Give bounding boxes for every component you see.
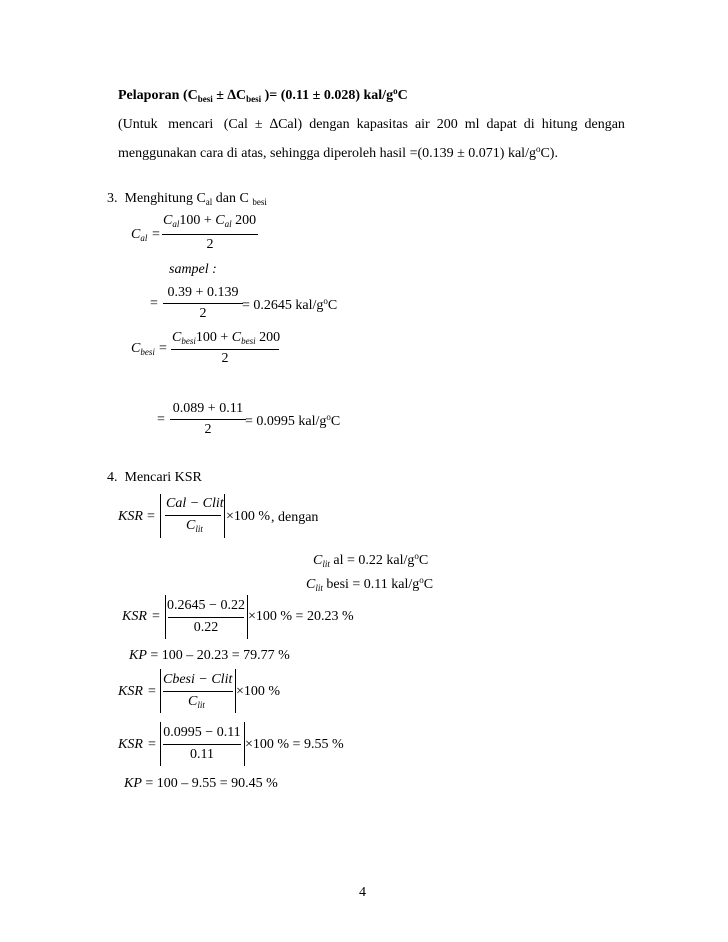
- ksr-label: KSR: [118, 737, 143, 752]
- sub-besi: besi: [181, 336, 196, 346]
- section-number: 3.: [107, 191, 118, 206]
- fraction-bar: [163, 303, 243, 304]
- ksr-multiplier: ×100 %: [236, 684, 281, 699]
- section-title-mid: dan C: [212, 191, 253, 206]
- ksr-label: KSR: [118, 684, 143, 699]
- dengan-text: , dengan: [271, 510, 319, 525]
- degree: o: [326, 412, 331, 422]
- equals-sign: =: [159, 341, 167, 356]
- report-degree: o: [393, 86, 398, 96]
- fraction-bar: [171, 349, 279, 350]
- fraction-bar: [163, 691, 233, 692]
- numerator-mid: 100 +: [179, 213, 216, 228]
- clit-al-value: al = 0.22 kal/g: [329, 553, 415, 568]
- abs-bar-left: [160, 722, 161, 766]
- formula-4-denominator: 2: [204, 422, 212, 437]
- result-text: = 0.2645 kal/g: [242, 298, 324, 313]
- equals-sign: =: [147, 509, 155, 524]
- sub-besi: besi: [252, 197, 267, 207]
- sub-al: al: [172, 219, 180, 229]
- report-label: Pelaporan (C: [118, 88, 198, 103]
- formula-cbesi-denominator: 2: [221, 351, 229, 366]
- ksr-2-denominator: 0.22: [193, 620, 219, 635]
- clit-besi-line: [306, 575, 433, 593]
- degree: o: [419, 575, 424, 585]
- equals-sign: =: [148, 737, 156, 752]
- symbol-c: C: [306, 577, 316, 592]
- formula-cal-denominator: 2: [206, 237, 214, 252]
- fraction-bar: [162, 234, 258, 235]
- numerator-mid: 100 +: [195, 330, 232, 345]
- report-plusminus-2: ±: [312, 88, 321, 103]
- equals-sign: =: [150, 296, 158, 311]
- symbol-c: C: [231, 330, 242, 345]
- sub-al: al: [140, 233, 148, 243]
- symbol-c: C: [313, 553, 323, 568]
- symbol-c: C: [188, 694, 198, 709]
- degree: o: [414, 551, 419, 561]
- report-value: )= (0.11: [261, 88, 313, 103]
- ksr-multiplier: ×100 %: [226, 509, 271, 524]
- report-delta: ∆C: [227, 88, 247, 103]
- ksr-4-result: ×100 % = 9.55 %: [245, 737, 344, 752]
- formula-2-numerator: 0.39 + 0.139: [167, 285, 239, 300]
- kp-label: KP: [129, 648, 147, 663]
- numerator-end: 200: [231, 213, 257, 228]
- paragraph-line-2: [118, 144, 558, 162]
- clit-besi-value: besi = 0.11 kal/g: [322, 577, 420, 592]
- symbol-c: C: [131, 227, 141, 242]
- unit: C: [327, 298, 338, 313]
- sub-lit: lit: [195, 524, 203, 534]
- fraction-bar: [168, 617, 244, 618]
- equals-sign: =: [152, 227, 160, 242]
- symbol-c: C: [131, 341, 141, 356]
- kp-2-line: [124, 776, 278, 792]
- formula-cal-lhs: [131, 227, 147, 243]
- symbol-c: C: [172, 330, 182, 345]
- ksr-4-denominator: 0.11: [190, 747, 214, 762]
- formula-4-numerator: 0.089 + 0.11: [172, 401, 244, 416]
- unit: C: [423, 577, 434, 592]
- section-title: Mencari KSR: [124, 470, 202, 485]
- report-uncertainty: 0.028) kal/g: [320, 88, 394, 103]
- kp-label: KP: [124, 776, 142, 791]
- equals-sign: =: [148, 684, 156, 699]
- formula-2-denominator: 2: [199, 306, 207, 321]
- fraction-bar: [170, 419, 246, 420]
- report-line: [118, 86, 408, 104]
- abs-bar-left: [165, 595, 166, 639]
- ksr-2-numerator: 0.2645 − 0.22: [167, 598, 245, 613]
- symbol-c: C: [163, 213, 173, 228]
- fraction-bar: [165, 515, 221, 516]
- ksr-3-numerator: Cbesi − Clit: [163, 672, 233, 687]
- unit: C: [418, 553, 429, 568]
- report-sub-besi: besi: [197, 94, 213, 104]
- ksr-denominator: [186, 518, 203, 534]
- formula-cbesi-lhs: [131, 341, 155, 357]
- ksr-2-result: ×100 % = 20.23 %: [248, 609, 354, 624]
- section-title: Menghitung C: [124, 191, 206, 206]
- sub-lit: lit: [197, 700, 205, 710]
- sub-lit: lit: [315, 583, 323, 593]
- report-plusminus: ±: [212, 88, 228, 103]
- page-number: 4: [359, 885, 366, 900]
- sub-besi: besi: [140, 347, 155, 357]
- equals-sign: =: [157, 412, 165, 427]
- formula-2-result: [242, 296, 337, 314]
- clit-al-line: [313, 551, 428, 569]
- section-4-heading: [107, 470, 202, 486]
- ksr-label: KSR: [118, 509, 143, 524]
- report-unit: C: [397, 88, 408, 103]
- formula-cal-numerator: [163, 213, 256, 229]
- ksr-numerator: Cal − Clit: [166, 496, 224, 511]
- sampel-label: sampel :: [169, 262, 217, 277]
- abs-bar-left: [160, 494, 161, 538]
- sub-al: al: [205, 197, 213, 207]
- section-3-heading: [107, 191, 267, 207]
- unit: C: [330, 414, 341, 429]
- paragraph-end: C).: [540, 146, 558, 161]
- kp-1-line: [129, 648, 290, 664]
- degree: o: [323, 296, 328, 306]
- sub-al: al: [224, 219, 232, 229]
- formula-cbesi-numerator: [172, 330, 280, 346]
- paragraph-degree: o: [535, 144, 541, 154]
- ksr-label: KSR: [122, 609, 147, 624]
- equals-sign: =: [152, 609, 160, 624]
- fraction-bar: [163, 744, 241, 745]
- kp-1-value: = 100 – 20.23 = 79.77 %: [146, 648, 290, 663]
- symbol-c: C: [215, 213, 225, 228]
- abs-bar-right: [224, 494, 225, 538]
- abs-bar-left: [160, 669, 161, 713]
- section-number: 4.: [107, 470, 118, 485]
- sub-besi: besi: [241, 336, 256, 346]
- paragraph-text: menggunakan cara di atas, sehingga diperoleh hasil =(0.139 ± 0.071) kal/g: [118, 146, 536, 161]
- ksr-3-denominator: [188, 694, 205, 710]
- kp-2-value: = 100 – 9.55 = 90.45 %: [141, 776, 278, 791]
- symbol-c: C: [186, 518, 196, 533]
- numerator-end: 200: [255, 330, 281, 345]
- sub-lit: lit: [322, 559, 330, 569]
- formula-4-result: [245, 412, 340, 430]
- result-text: = 0.0995 kal/g: [245, 414, 327, 429]
- ksr-4-numerator: 0.0995 − 0.11: [163, 725, 241, 740]
- paragraph-line-1: (Untuk mencari (Cal ± ∆Cal) dengan kapasitas air 200 ml dapat di hitung dengan: [118, 117, 625, 132]
- report-sub-besi-2: besi: [246, 94, 262, 104]
